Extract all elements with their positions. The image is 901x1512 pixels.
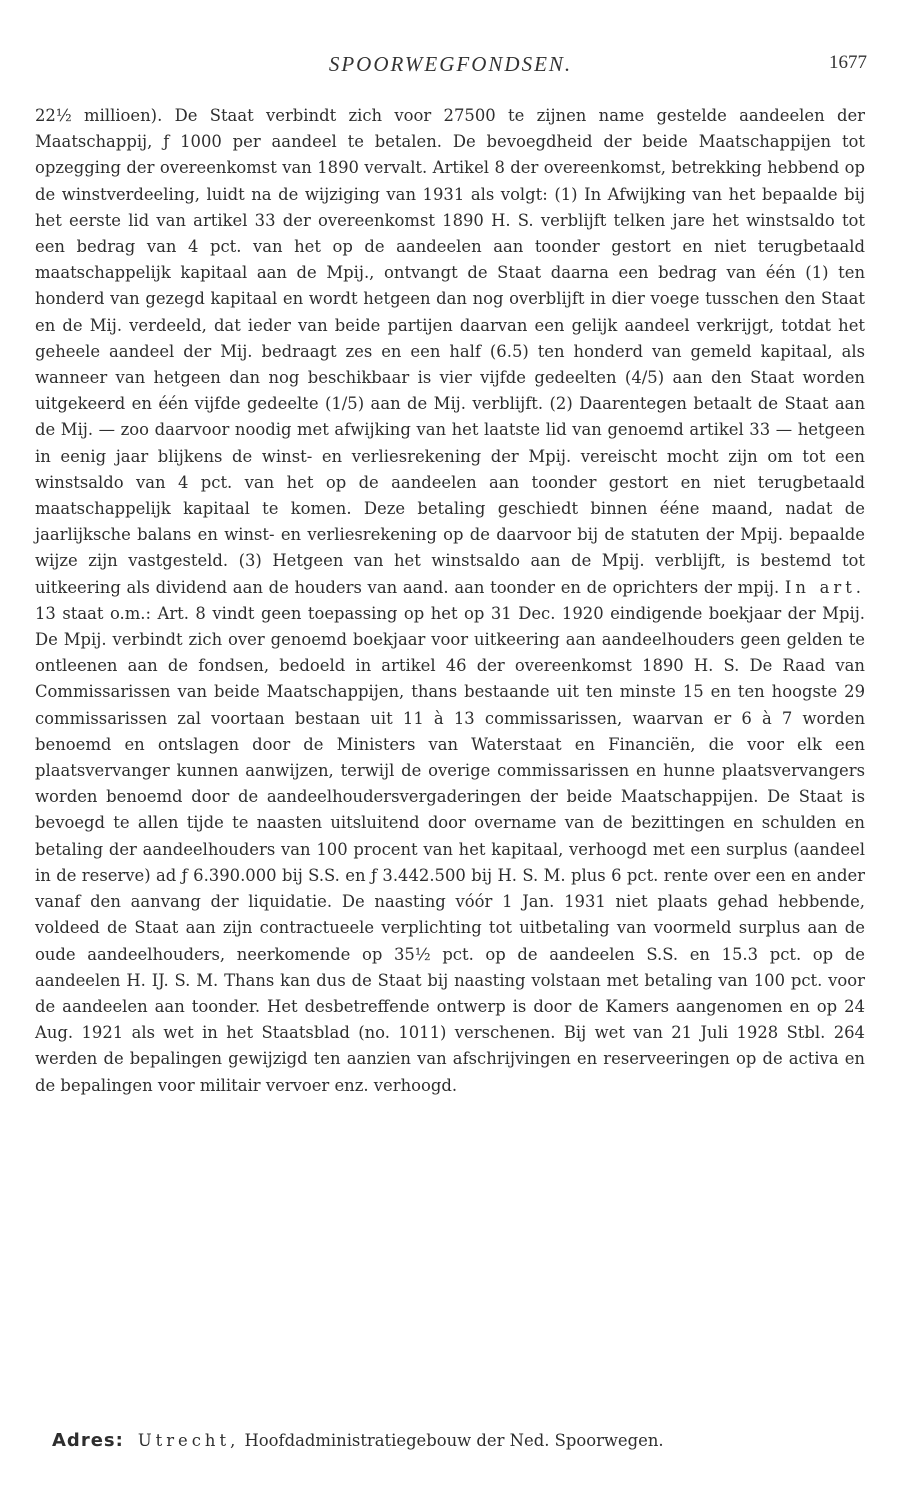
running-head: SPOORWEGFONDSEN. [328,52,573,76]
in-art-spaced: In art. [784,577,865,597]
address-label: Adres: [52,1430,124,1451]
page-number: 1677 [829,52,867,73]
page-header [0,52,901,82]
address-city: Utrecht, [137,1431,240,1450]
body-paragraph [35,103,865,1099]
body-text-part-1: 22½ millioen). De Staat verbindt zich voor 27500 te zijnen name gestelde aandeelen der Maatschappij, ƒ 1000 per aandeel te betalen. De bevoegdheid der beide Maatschappijen tot opzegging der overeenkomst van 1890 vervalt. Artikel 8 der overeenkomst, betrekking hebbend op de winstverdeeling, luidt na de wijziging van 1931 als volgt: (1) In Afwijking van het bepaalde bij het eerste lid van artikel 33 der overeenkomst 1890 H. S. verblijft telken jare het winstsaldo tot een bedrag van 4 pct. van het op de aandeelen aan toonder gestort en niet terugbetaald maatschappelijk kapitaal aan de Mpij., ontvangt de Staat daarna een bedrag van één (1) ten honderd van gezegd kapitaal en wordt hetgeen dan nog overblijft in dier voege tusschen den Staat en de Mij. verdeeld, dat ieder van beide partijen daarvan een gelijk aandeel verkrijgt, totdat het geheele aandeel der Mij. bedraagt zes en een half (6.5) ten honderd van gemeld kapitaal, als wanneer van hetgeen dan nog beschikbaar is vier vijfde gedeelten (4/5) aan den Staat worden uitgekeerd en één vijfde gedeelte (1/5) aan de Mij. verblijft. (2) Daarentegen betaalt de Staat aan de Mij. — zoo daarvoor noodig met afwijking van het laatste lid van genoemd artikel 33 — hetgeen in eenig jaar blijkens de winst- en verliesrekening der Mpij. vereischt mocht zijn om tot een winstsaldo van 4 pct. van het op de aandeelen aan toonder gestort en niet terugbetaald maatschappelijk kapitaal te komen. Deze betaling geschiedt binnen ééne maand, nadat de jaarlijksche balans en winst- en verliesrekening op de daarvoor bij de statuten der Mpij. bepaalde wijze zijn vastgesteld. (3) Hetgeen van het winstsaldo aan de Mpij. verblijft, is bestemd tot uitkeering als dividend aan de houders van aand. aan toonder en de oprichters der mpij. [35,106,865,597]
body-text [35,103,865,1099]
address-line [52,1428,865,1454]
body-text-part-2: 13 staat o.m.: Art. 8 vindt geen toepassing op het op 31 Dec. 1920 eindigende boekjaar der Mpij. De Mpij. verbindt zich over genoemd boekjaar voor uitkeering aan aandeelhouders geen gelden te ontleenen aan de fondsen, bedoeld in artikel 46 der overeenkomst 1890 H. S. De Raad van Commissarissen van beide Maatschappijen, thans bestaande uit ten minste 15 en ten hoogste 29 commissarissen zal voortaan bestaan uit 11 à 13 commissarissen, waarvan er 6 à 7 worden benoemd en ontslagen door de Ministers van Waterstaat en Financiën, die voor elk een plaatsvervanger kunnen aanwijzen, terwijl de overige commissarissen en hunne plaatsvervangers worden benoemd door de aandeelhoudersvergaderingen der beide Maatschappijen. De Staat is bevoegd te allen tijde te naasten uitsluitend door overname van de bezittingen en schulden en betaling der aandeelhouders van 100 procent van het kapitaal, verhoogd met een surplus (aandeel in de reserve) ad ƒ 6.390.000 bij S.S. en ƒ 3.442.500 bij H. S. M. plus 6 pct. rente over een en ander vanaf den aanvang der liquidatie. De naasting vóór 1 Jan. 1931 niet plaats gehad hebbende, voldeed de Staat aan zijn contractueele verplichting tot uitbetaling van voormeld surplus aan de oude aandeelhouders, neerkomende op 35½ pct. op de aandeelen S.S. en 15.3 pct. op de aandeelen H. IJ. S. M. Thans kan dus de Staat bij naasting volstaan met betaling van 100 pct. voor de aandeelen aan toonder. Het desbetreffende ontwerp is door de Kamers aangenomen en op 24 Aug. 1921 als wet in het Staatsblad (no. 1011) verschenen. Bij wet van 21 Juli 1928 Stbl. 264 werden de bepalingen gewijzigd ten aanzien van afschrijvingen en reserveeringen op de activa en de bepalingen voor militair vervoer enz. verhoogd. [35,603,865,1095]
address-detail: Hoofdadministratiegebouw der Ned. Spoorwegen. [244,1431,664,1450]
